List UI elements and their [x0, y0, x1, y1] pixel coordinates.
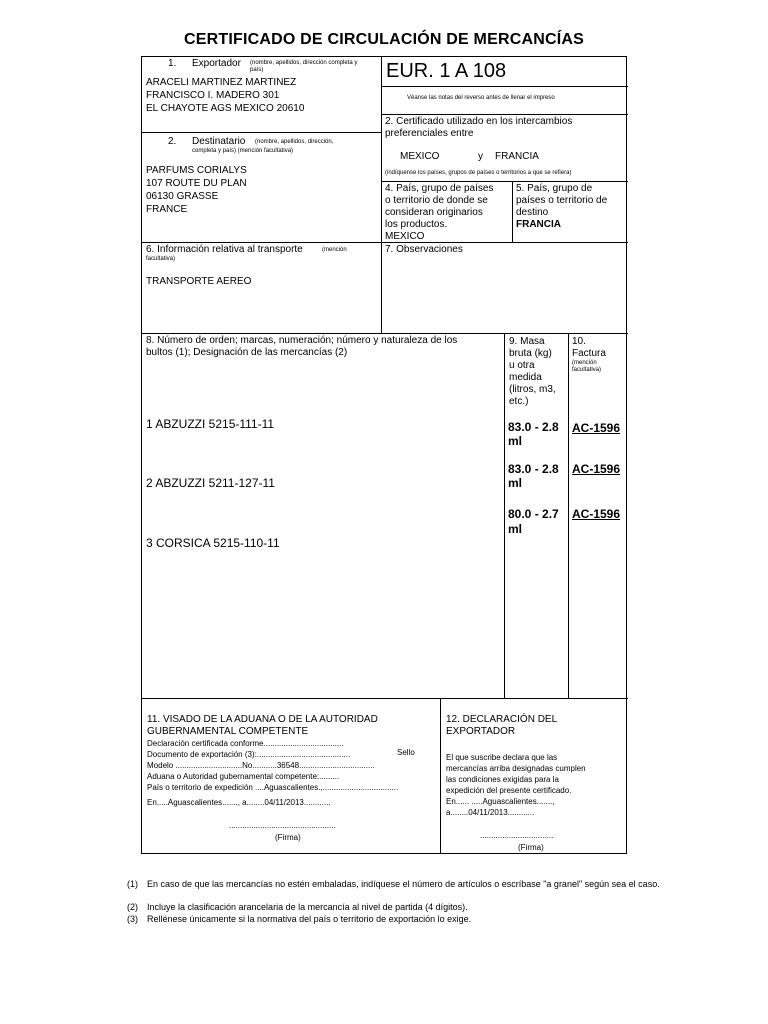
box12-line-5: En...... .....Aguascalientes.......,	[446, 797, 555, 806]
divider	[381, 57, 382, 242]
box2-country-1: MEXICO	[400, 151, 440, 162]
box2-conjunction: y	[478, 151, 483, 162]
box11-line-4: Aduana o Autoridad gubernamental competente:.........	[147, 772, 340, 781]
item-invoice: AC-1596	[572, 421, 621, 435]
item-mass-unit: ml	[508, 476, 523, 490]
box9-label-3: u otra	[509, 360, 535, 371]
box9-label-1: 9. Masa	[509, 336, 545, 347]
box11-signature-line: ................................................	[229, 821, 336, 830]
box11-title-2: GUBERNAMENTAL COMPETENTE	[147, 726, 309, 737]
footnote-text: Incluye la clasificación arancelaria de la mercancía al nivel de partida (4 dígitos).	[147, 902, 468, 912]
consignee-label: Destinatario	[192, 136, 246, 147]
exporter-street: FRANCISCO I. MADERO 301	[146, 90, 280, 101]
divider	[504, 333, 505, 698]
exporter-name: ARACELI MARTINEZ MARTINEZ	[146, 77, 297, 88]
box12-line-3: las condiciones exigidas para la	[446, 775, 559, 784]
item-mass: 83.0 - 2.8	[508, 462, 559, 476]
box6-label: 6. Información relativa al transporte	[146, 244, 303, 255]
box11-line-1: Declaración certificada conforme....................................	[147, 739, 344, 748]
item-mass-unit: ml	[508, 522, 523, 536]
box11-line-3: Modelo ..............................No...........36548..................................	[147, 761, 375, 770]
box11-line-5: País o territorio de expedición ....Aguascalientes.,..................................	[147, 783, 399, 792]
item-invoice: AC-1596	[572, 507, 621, 521]
consignee-number: 2.	[168, 136, 177, 147]
consignee-note-1: (nombre, apellidos, dirección,	[255, 139, 334, 145]
box11-signature-label: (Firma)	[275, 833, 301, 842]
item-mass-unit: ml	[508, 434, 523, 448]
box11-line-6: En.....Aguascalientes......., a........04/11/2013............	[147, 798, 331, 807]
box9-label-4: medida	[509, 372, 542, 383]
box4-label-3: consideran originarios	[385, 207, 483, 218]
exporter-label: Exportador	[192, 58, 241, 69]
box10-label-1: 10.	[572, 336, 586, 347]
box4-label-4: los productos.	[385, 219, 448, 230]
divider	[142, 333, 628, 334]
item-description: 3 CORSICA 5215-110-11	[146, 536, 280, 550]
divider	[142, 698, 628, 699]
box5-label-1: 5. País, grupo de	[516, 183, 593, 194]
consignee-country: FRANCE	[146, 204, 188, 215]
box10-note-2: facultativa)	[572, 367, 602, 373]
footnote-number: (3)	[127, 914, 138, 924]
consignee-street: 107 ROUTE DU PLAN	[146, 178, 247, 189]
box12-line-2: mercancías arriba designadas cumplen	[446, 764, 586, 773]
item-invoice: AC-1596	[572, 462, 621, 476]
exporter-note: (nombre, apellidos, dirección completa y país)	[250, 60, 358, 73]
consignee-note-2: completa y país) (mención facultativa)	[192, 148, 294, 154]
box4-label-1: 4. País, grupo de países	[385, 183, 494, 194]
box12-title-2: EXPORTADOR	[446, 726, 516, 737]
box12-signature-line: .................................	[480, 831, 554, 840]
box10-note-1: (mención	[572, 360, 597, 366]
consignee-city: 06130 GRASSE	[146, 191, 219, 202]
box5-value: FRANCIA	[516, 219, 561, 230]
box6-note-1: (mención	[322, 247, 347, 253]
certificate-form	[141, 56, 627, 854]
divider	[381, 242, 382, 333]
box12-signature-label: (Firma)	[518, 843, 544, 852]
box5-label-3: destino	[516, 207, 549, 218]
divider	[142, 132, 381, 133]
box4-label-2: o territorio de donde se	[385, 195, 488, 206]
footnote-text: En caso de que las mercancías no estén embaladas, indíquese el número de artículos o escríbase "a granel" según sea el caso.	[147, 879, 660, 889]
eur-note: Véanse las notas del reverso antes de llenar el impreso	[407, 95, 555, 101]
box8-label-2: bultos (1); Designación de las mercancías (2)	[146, 347, 348, 358]
item-mass: 83.0 - 2.8	[508, 420, 559, 434]
footnote-number: (1)	[127, 879, 138, 889]
box11-stamp-label: Sello	[397, 748, 415, 757]
exporter-city: EL CHAYOTE AGS MEXICO 20610	[146, 103, 305, 114]
divider	[381, 181, 628, 182]
box4-value: MEXICO	[385, 231, 425, 242]
item-description: 1 ABZUZZI 5215-111-11	[146, 417, 275, 431]
box7-label: 7. Observaciones	[385, 244, 463, 255]
consignee-name: PARFUMS CORIALYS	[146, 165, 247, 176]
exporter-number: 1.	[168, 58, 177, 69]
box9-label-2: bruta (kg)	[509, 348, 552, 359]
box8-label-1: 8. Número de orden; marcas, numeración; número y naturaleza de los	[146, 335, 458, 346]
item-description: 2 ABZUZZI 5211-127-11	[146, 476, 275, 490]
footnote-text: Rellénese únicamente si la normativa del país o territorio de exportación lo exige.	[147, 914, 472, 924]
divider	[440, 698, 441, 854]
box9-label-5: (litros, m3,	[509, 384, 556, 395]
box11-title-1: 11. VISADO DE LA ADUANA O DE LA AUTORIDAD	[147, 714, 378, 725]
box2-label-1: 2. Certificado utilizado en los intercambios	[385, 116, 573, 127]
box10-label-2: Factura	[572, 348, 606, 359]
footnote-number: (2)	[127, 902, 138, 912]
box11-line-2: Documento de exportación (3):..........................................	[147, 750, 351, 759]
box12-line-6: a........04/11/2013............	[446, 808, 535, 817]
box6-note-2: facultativa)	[146, 256, 176, 262]
box5-label-2: países o territorio de	[516, 195, 608, 206]
box2-note: (indíquense los países, grupos de países o territorios a que se refiera)	[385, 170, 572, 176]
page-title: CERTIFICADO DE CIRCULACIÓN DE MERCANCÍAS	[184, 31, 584, 48]
divider	[512, 181, 513, 242]
box9-label-6: etc.)	[509, 396, 529, 407]
box12-line-1: El que suscribe declara que las	[446, 753, 558, 762]
divider	[381, 114, 628, 115]
eur-code: EUR. 1 A 108	[386, 60, 507, 82]
box12-line-4: expedición del presente certificado.	[446, 786, 572, 795]
box2-country-2: FRANCIA	[495, 151, 539, 162]
item-mass: 80.0 - 2.7	[508, 507, 559, 521]
transport-value: TRANSPORTE AEREO	[146, 276, 252, 287]
divider	[381, 86, 628, 87]
box2-label-2: preferenciales entre	[385, 128, 474, 139]
divider	[568, 333, 569, 698]
box12-title-1: 12. DECLARACIÓN DEL	[446, 714, 558, 725]
